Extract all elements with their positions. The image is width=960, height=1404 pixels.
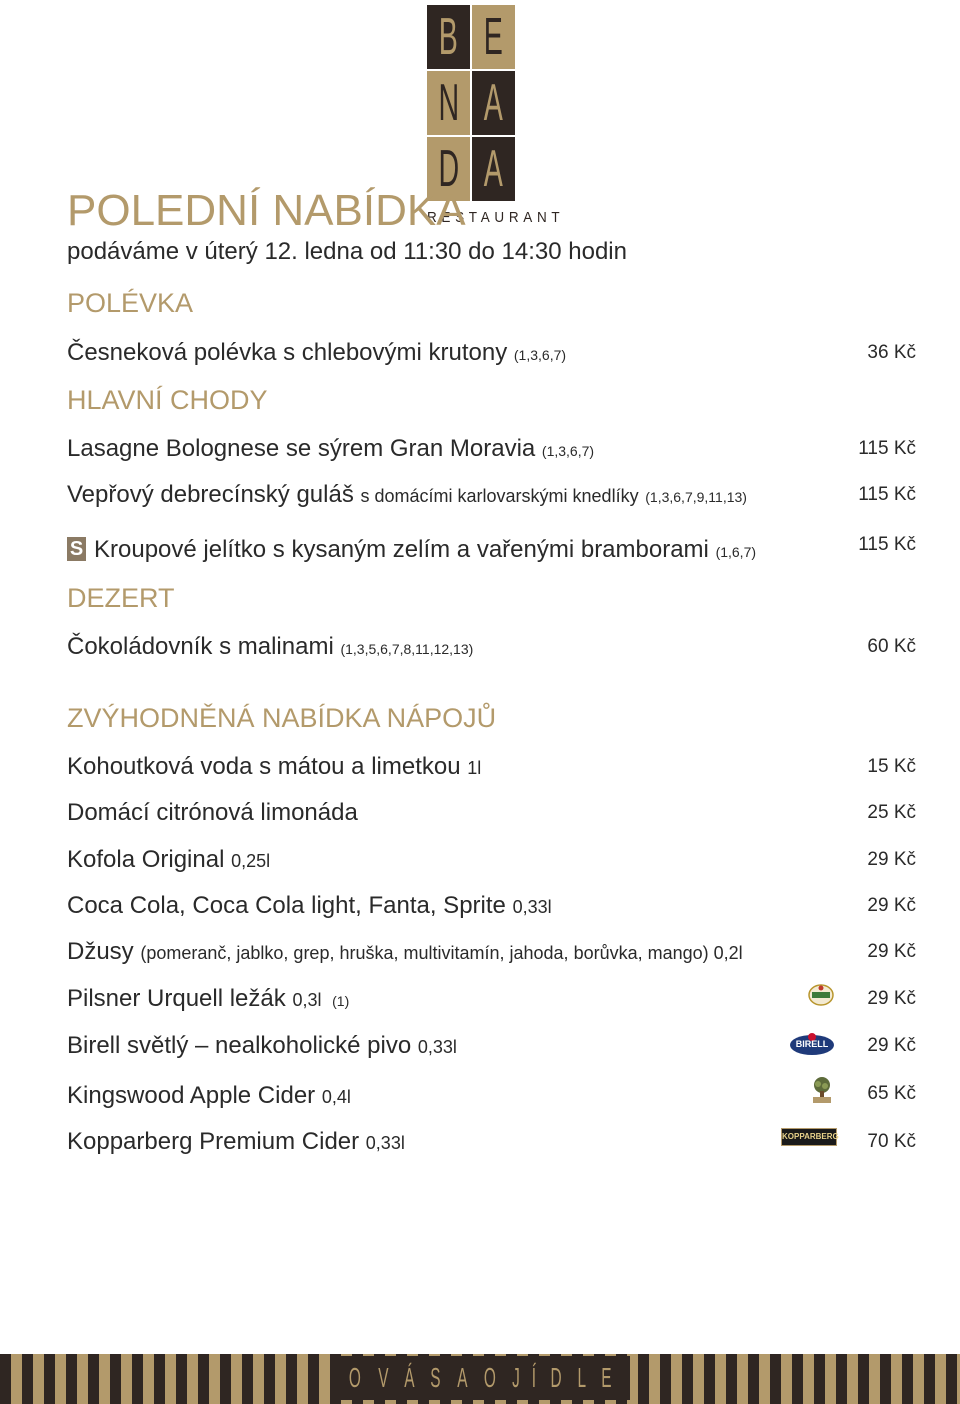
- item-allergens: (1,3,5,6,7,8,11,12,13): [340, 641, 474, 657]
- birell-logo-icon: [789, 1032, 835, 1056]
- item-name: Coca Cola, Coca Cola light, Fanta, Sprite: [67, 892, 506, 919]
- item-name: Birell světlý – nealkoholické pivo: [67, 1032, 412, 1059]
- logo-tile: N: [427, 71, 470, 135]
- footer-letter: A: [456, 1362, 468, 1393]
- page-title: POLEDNÍ NABÍDKA: [67, 186, 466, 235]
- item-volume: 0,33l: [512, 897, 552, 917]
- menu-item-main: [67, 536, 756, 564]
- menu-item-soup: [67, 339, 566, 367]
- menu-item-drink: [67, 846, 270, 874]
- item-price: 70 Kč: [867, 1131, 916, 1152]
- footer-letter: O: [348, 1362, 361, 1393]
- footer-letter: L: [577, 1362, 587, 1393]
- item-price: 15 Kč: [867, 756, 916, 777]
- item-allergens: (1,6,7): [715, 544, 757, 560]
- footer-letter: V: [377, 1362, 388, 1393]
- menu-item-drink: [67, 892, 552, 920]
- item-price: 29 Kč: [867, 895, 916, 916]
- section-heading-drinks: ZVÝHODNĚNÁ NABÍDKA NÁPOJŮ: [67, 703, 497, 733]
- item-price: 29 Kč: [867, 849, 916, 870]
- item-name: Lasagne Bolognese se sýrem Gran Moravia: [67, 435, 536, 462]
- item-name: Kroupové jelítko s kysaným zelím a vařenými bramborami: [94, 536, 709, 563]
- item-price: 29 Kč: [867, 988, 916, 1009]
- menu-item-drink: [67, 985, 349, 1013]
- menu-item-drink: [67, 753, 481, 781]
- item-name: Česneková polévka s chlebovými krutony: [67, 339, 508, 366]
- item-allergens: (1,3,6,7,9,11,13): [645, 489, 747, 505]
- item-price: 29 Kč: [867, 1035, 916, 1056]
- item-name: Džusy: [67, 938, 134, 965]
- item-volume: 0,4l: [321, 1087, 351, 1107]
- item-volume: 0,3l: [292, 990, 322, 1010]
- item-volume: 1l: [467, 758, 482, 778]
- special-badge: S: [67, 537, 86, 561]
- footer-letter: J: [511, 1362, 520, 1393]
- item-allergens: (1): [332, 993, 350, 1009]
- item-price: 115 Kč: [858, 438, 916, 459]
- footer-label: [330, 1356, 630, 1400]
- item-name: Kohoutková voda s mátou a limetkou: [67, 753, 461, 780]
- birell-logo-text: BIRELL: [795, 1039, 829, 1049]
- item-name: Kopparberg Premium Cider: [67, 1128, 360, 1155]
- section-heading-dessert: DEZERT: [67, 583, 175, 613]
- item-detail: (pomeranč, jablko, grep, hruška, multivitamín, jahoda, borůvka, mango) 0,2l: [140, 943, 743, 963]
- menu-item-drink: [67, 938, 743, 966]
- item-price: 115 Kč: [858, 484, 916, 505]
- logo-tile: B: [427, 5, 470, 69]
- item-name: Kofola Original: [67, 846, 225, 873]
- kingswood-logo-icon: [811, 1076, 833, 1104]
- item-detail: s domácími karlovarskými knedlíky: [360, 486, 639, 506]
- item-price: 115 Kč: [858, 534, 916, 555]
- item-volume: 0,33l: [417, 1037, 457, 1057]
- pilsner-logo-icon: [808, 982, 834, 1008]
- item-name: Kingswood Apple Cider: [67, 1082, 316, 1109]
- kopparberg-logo-text: KOPPARBERG: [782, 1132, 839, 1141]
- menu-item-drink: [67, 1082, 351, 1110]
- item-price: 65 Kč: [867, 1083, 916, 1104]
- logo-tile: E: [472, 5, 515, 69]
- menu-item-drink: [67, 799, 358, 827]
- item-name: Vepřový debrecínský guláš: [67, 481, 354, 508]
- footer-letter: S: [430, 1362, 441, 1393]
- item-allergens: (1,3,6,7): [541, 443, 595, 459]
- item-volume: 0,25l: [231, 851, 271, 871]
- item-allergens: (1,3,6,7): [513, 347, 567, 363]
- item-name: Čokoládovník s malinami: [67, 633, 334, 660]
- item-name: Pilsner Urquell ležák: [67, 985, 286, 1012]
- item-price: 60 Kč: [867, 636, 916, 657]
- menu-item-drink: [67, 1128, 405, 1156]
- item-price: 25 Kč: [867, 802, 916, 823]
- menu-item-main: [67, 481, 747, 509]
- section-heading-soup: POLÉVKA: [67, 288, 194, 318]
- logo-tile: A: [472, 71, 515, 135]
- logo-letter: A: [483, 140, 504, 198]
- item-volume: 0,33l: [365, 1133, 405, 1153]
- footer-letter: D: [550, 1362, 562, 1393]
- page-subtitle: podáváme v úterý 12. ledna od 11:30 do 14:30 hodin: [67, 238, 627, 265]
- menu-item-main: [67, 435, 594, 463]
- item-name: Domácí citrónová limonáda: [67, 799, 358, 826]
- item-price: 29 Kč: [867, 941, 916, 962]
- logo-subtitle: RESTAURANT: [427, 209, 565, 226]
- footer-letter: E: [601, 1362, 612, 1393]
- kopparberg-logo-icon: [781, 1128, 837, 1146]
- footer-letter: O: [484, 1362, 497, 1393]
- logo-tile: [472, 137, 515, 201]
- footer-letter: Á: [404, 1362, 415, 1393]
- item-price: 36 Kč: [867, 342, 916, 363]
- menu-item-dessert: [67, 633, 473, 661]
- section-heading-mains: HLAVNÍ CHODY: [67, 385, 268, 415]
- menu-item-drink: [67, 1032, 457, 1060]
- logo-letter: D: [438, 140, 459, 198]
- footer-letter: Í: [532, 1362, 537, 1393]
